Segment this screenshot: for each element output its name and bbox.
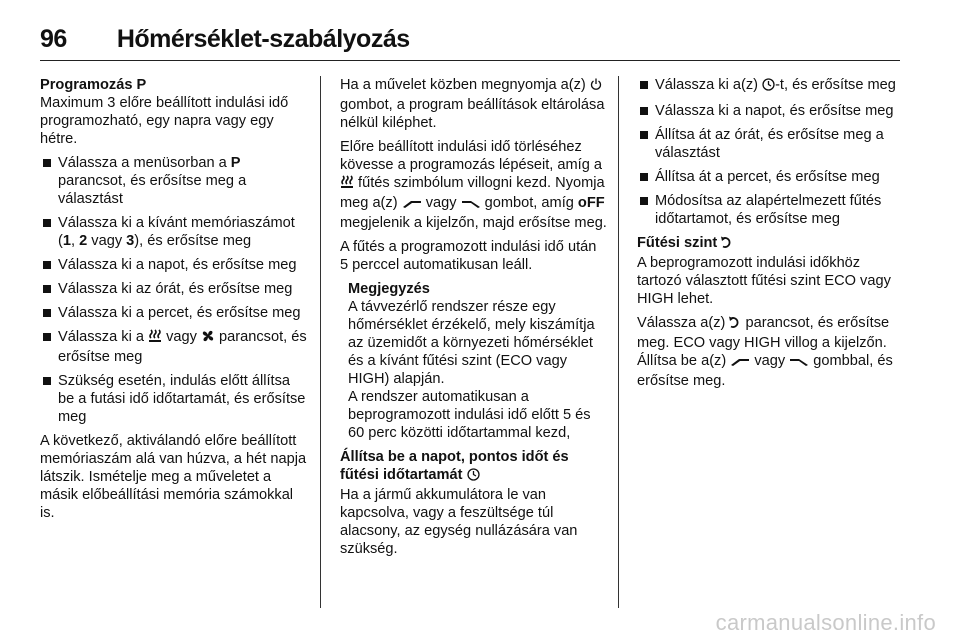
heating-level-icon [721, 236, 733, 254]
heating-level-icon [729, 316, 741, 334]
list-item: Válassza ki a napot, és erősítse meg [40, 256, 308, 274]
note-title: Megjegyzés [348, 281, 430, 297]
section-heading-programming: Programozás P [40, 77, 147, 93]
list-item: Válassza ki a kívánt memóriaszámot (1, 2 vagy 3), és erősítse meg [40, 214, 308, 250]
section-heading-day-time: Állítsa be a napot, pontos időt és fűtési időtartamát [340, 448, 608, 486]
paragraph: Ha a művelet közben megnyomja a(z) gombot, a program beállítások eltárolása nélkül kiléphet. [340, 77, 605, 131]
header-divider [40, 60, 900, 61]
paragraph: A következő, aktiválandó előre beállított memóriaszám alá van húzva, a hét napja látszik. Ismételje meg a műveletet a másik előbeállítási memória számokkal is. [40, 433, 307, 521]
list-item: Módosítsa az alapértelmezett fűtés időtartamot, és erősítse meg [637, 192, 905, 228]
list-item: Válassza ki az órát, és erősítse meg [40, 280, 308, 298]
paragraph: A fűtés a programozott indulási idő után 5 perccel automatikusan leáll. [340, 239, 597, 273]
clock-icon [762, 78, 775, 96]
list-item: Szükség esetén, indulás előtt állítsa be a futási idő időtartamát, és erősítse meg [40, 372, 308, 426]
list-item: Állítsa át az órát, és erősítse meg a választást [637, 126, 905, 162]
down-arrow-icon [461, 196, 481, 214]
list-item: Válassza ki a napot, és erősítse meg [637, 102, 905, 120]
paragraph: Ha a jármű akkumulátora le van kapcsolva, vagy a feszültsége túl alacsony, az egység nullázására van szükség. [340, 487, 578, 557]
page-header [40, 18, 900, 54]
note-text: A rendszer automatikusan a beprogramozott indulási idő előtt 5 és 60 perc közötti időtartammal kezd, [348, 389, 591, 441]
clock-icon [467, 468, 480, 486]
list-item: Válassza ki a vagy parancsot, és erősítse meg [40, 328, 308, 366]
power-icon [590, 78, 602, 96]
list-item: Állítsa át a percet, és erősítse meg [637, 168, 905, 186]
heat-symbol-icon [148, 329, 162, 348]
up-arrow-icon [402, 196, 422, 214]
page-number: 96 [40, 25, 67, 53]
column-divider-2 [618, 76, 619, 608]
note-text: A távvezérlő rendszer része egy hőmérséklet érzékelő, mely kiszámítja az üzemidőt a környezeti hőmérséklet és a kívánt fűtési szint (ECO vagy HIGH) alapján. [348, 299, 595, 387]
column-divider-1 [320, 76, 321, 608]
down-arrow-icon [789, 354, 809, 372]
column-3 [637, 76, 905, 396]
column-2 [340, 76, 608, 564]
heat-symbol-icon [340, 175, 354, 194]
column-1 [40, 76, 308, 528]
page-title: Hőmérséklet-szabályozás [116, 25, 410, 53]
paragraph: Maximum 3 előre beállított indulási idő programozható, egy napra vagy egy hétre. [40, 95, 289, 147]
paragraph: Előre beállított indulási idő törléséhez kövesse a programozás lépéseit, amíg a fűtés szimbólum villogni kezd. Nyomja meg a(z) vagy gombot, amíg oFF megjelenik a kijelzőn, majd erősítse meg. [340, 139, 607, 231]
step-list [40, 154, 308, 426]
up-arrow-icon [730, 354, 750, 372]
list-item: Válassza ki a(z) -t, és erősítse meg [637, 76, 905, 96]
fan-icon [201, 329, 215, 348]
section-heading-heating-level: Fűtési szint [637, 234, 905, 254]
note-box [340, 280, 608, 442]
list-item: Válassza ki a percet, és erősítse meg [40, 304, 308, 322]
watermark: carmanualsonline.info [715, 610, 936, 635]
paragraph: Válassza a(z) parancsot, és erősítse meg. ECO vagy HIGH villog a kijelzőn. Állítsa be a(z) vagy gombbal, és erősítse meg. [637, 315, 893, 389]
paragraph: A beprogramozott indulási időkhöz tartozó választott fűtési szint ECO vagy HIGH lehet. [637, 255, 891, 307]
list-item: Válassza a menüsorban a P parancsot, és erősítse meg a választást [40, 154, 308, 208]
step-list [637, 76, 905, 228]
